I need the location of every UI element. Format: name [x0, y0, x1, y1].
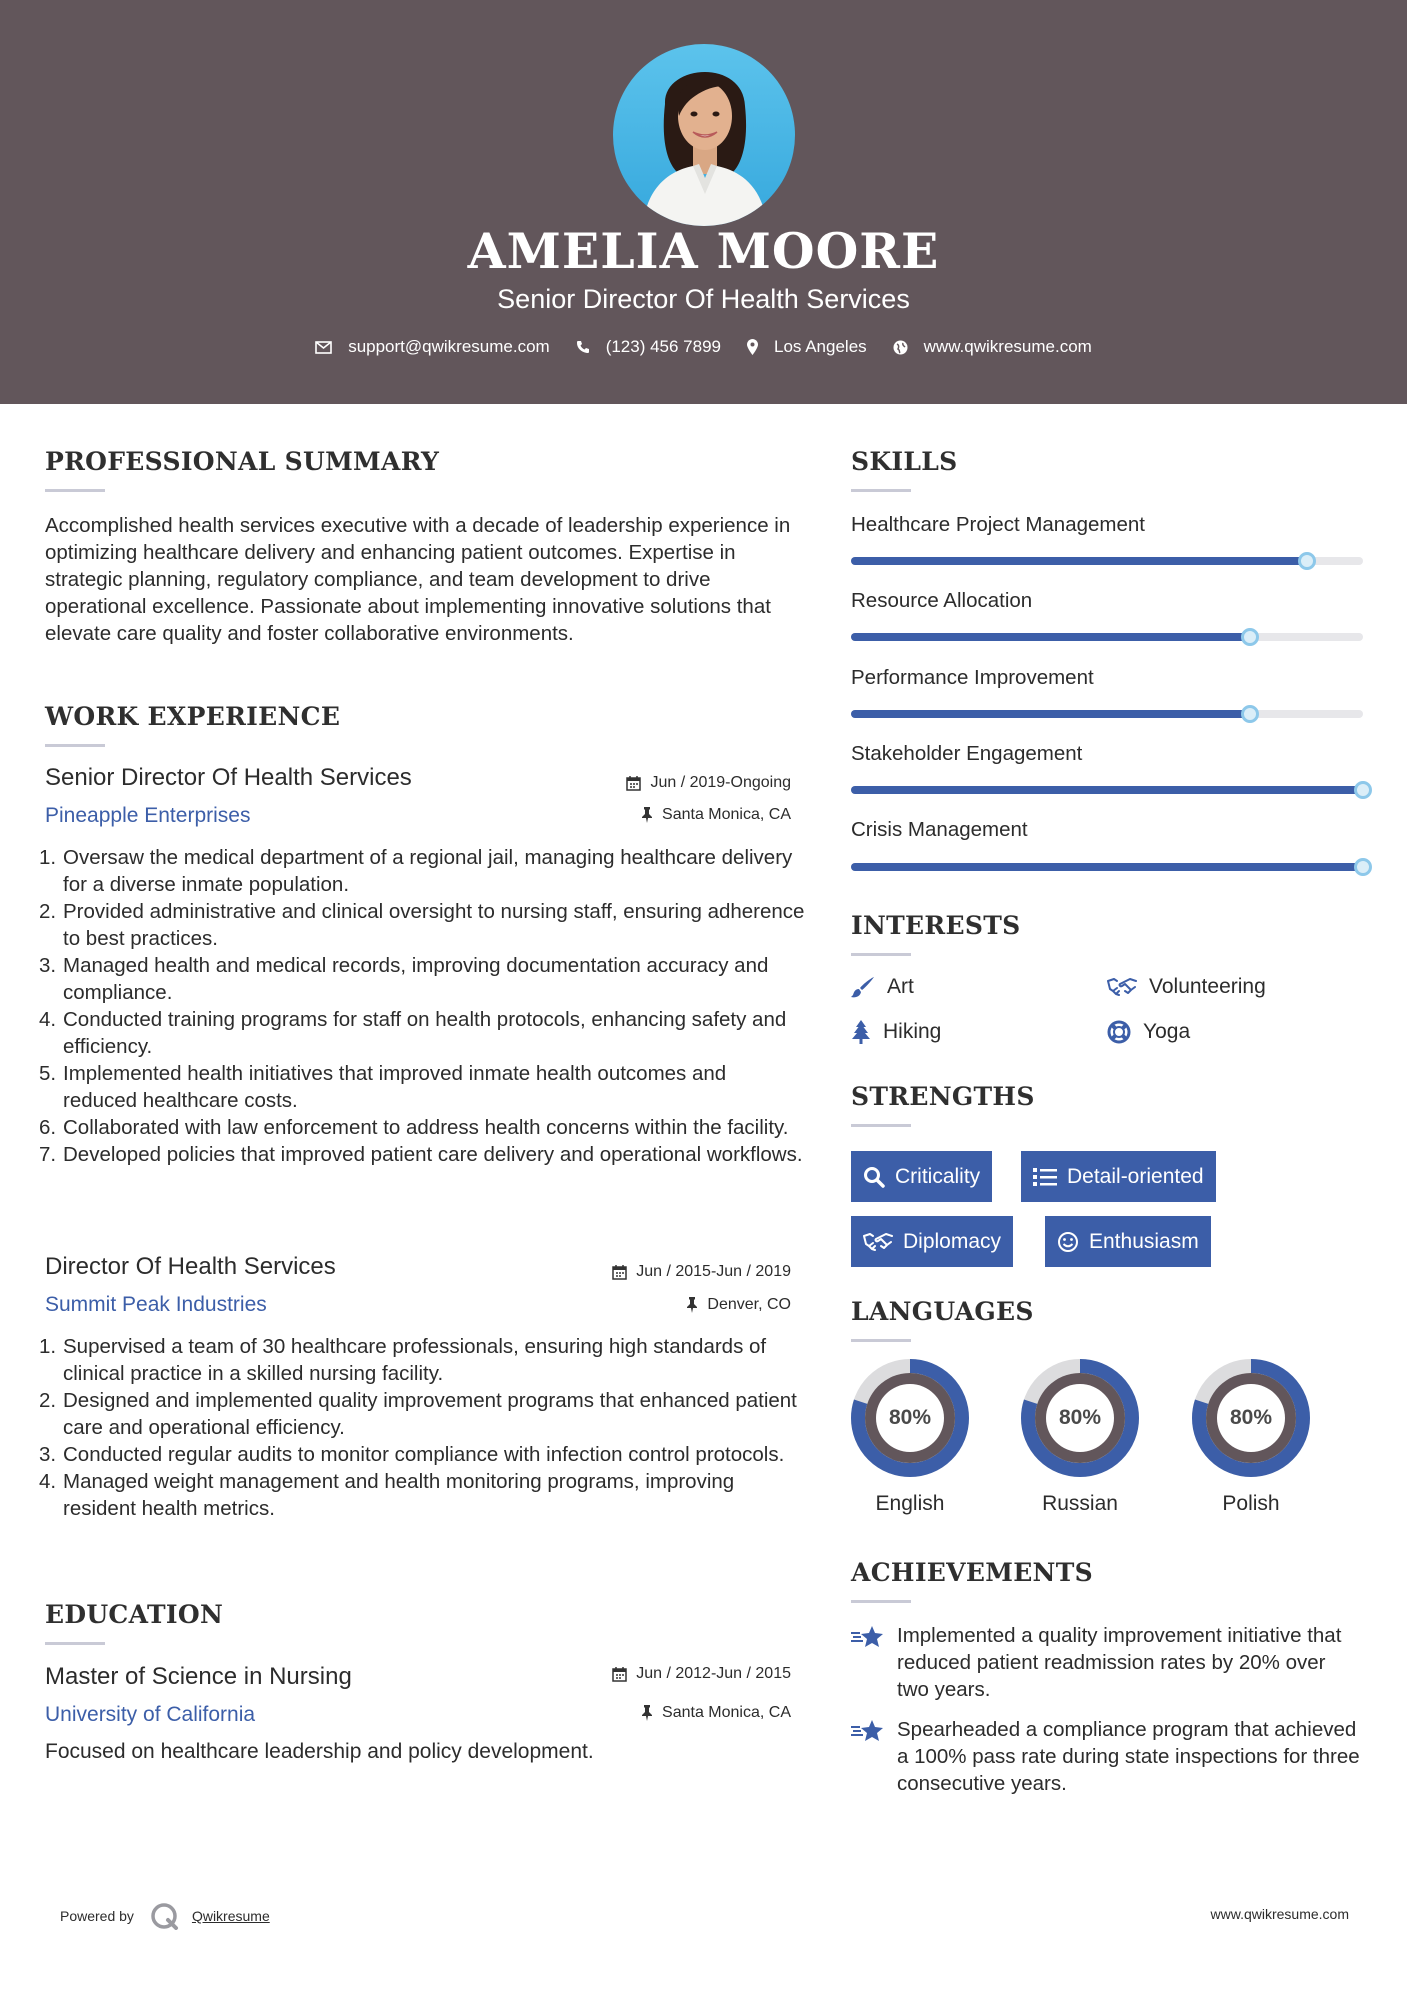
powered-by-label: Powered by [60, 1908, 134, 1924]
interest-label: Volunteering [1149, 975, 1266, 998]
list-item-number: 2. [39, 1389, 57, 1412]
interest-item [851, 1020, 941, 1044]
strength-tag [1021, 1151, 1216, 1202]
interest-item [1107, 975, 1266, 999]
strengths-heading: STRENGTHS [851, 1082, 1035, 1111]
pushpin-icon [641, 1705, 653, 1721]
job-title: Senior Director Of Health Services [45, 764, 412, 791]
skill-name: Crisis Management [851, 818, 1028, 841]
list-item-number: 2. [39, 900, 57, 923]
handshake-icon [863, 1232, 893, 1252]
contact-location-text: Los Angeles [774, 337, 867, 356]
job-company: Pineapple Enterprises [45, 804, 251, 827]
strength-label: Criticality [895, 1164, 981, 1188]
job-responsibilities [39, 1333, 805, 1522]
contact-phone[interactable] [576, 337, 721, 357]
list-item [39, 844, 805, 898]
list-item [39, 1141, 805, 1168]
education-heading: EDUCATION [45, 1600, 224, 1629]
strength-label: Diplomacy [903, 1229, 1002, 1253]
language-name: English [875, 1492, 945, 1515]
list-item [39, 1006, 805, 1060]
achievement-text: Spearheaded a compliance program that achieved a 100% pass rate during state inspections for three consecutive years. [897, 1718, 1360, 1795]
skill-bar-knob [1298, 552, 1316, 570]
list-item-number: 4. [39, 1008, 57, 1031]
education-location-text: Santa Monica, CA [662, 1704, 791, 1721]
candidate-title: Senior Director Of Health Services [497, 284, 910, 314]
list-item-text: Conducted regular audits to monitor compliance with infection control protocols. [63, 1443, 785, 1466]
interest-label: Hiking [883, 1020, 942, 1043]
strength-label: Enthusiasm [1089, 1229, 1199, 1253]
skill-name: Performance Improvement [851, 666, 1094, 689]
languages-heading-rule [851, 1339, 911, 1342]
list-item-text: Managed health and medical records, improving documentation accuracy and compliance. [63, 954, 769, 1004]
list-item-text: Designed and implemented quality improvement programs that enhanced patient care and operational efficiency. [63, 1389, 797, 1439]
list-item [39, 1114, 805, 1141]
pushpin-icon [686, 1297, 698, 1313]
list-item-number: 4. [39, 1470, 57, 1493]
job-dates [612, 1263, 791, 1281]
education-heading-rule [45, 1642, 105, 1645]
education-dates [612, 1665, 791, 1683]
skills-heading-rule [851, 489, 911, 492]
skill-bar [851, 633, 1363, 641]
language-name: Polish [1222, 1492, 1280, 1515]
list-icon [1033, 1167, 1057, 1187]
calendar-icon [612, 1265, 627, 1280]
list-item-number: 3. [39, 1443, 57, 1466]
job-dates-text: Jun / 2019-Ongoing [650, 774, 791, 791]
list-item [39, 1333, 805, 1387]
contact-email[interactable] [315, 337, 550, 357]
list-item-number: 5. [39, 1062, 57, 1085]
summary-heading: PROFESSIONAL SUMMARY [45, 447, 440, 476]
footer-branding [60, 1902, 270, 1930]
search-icon [863, 1166, 885, 1188]
job-company: Summit Peak Industries [45, 1293, 267, 1316]
skill-name: Stakeholder Engagement [851, 742, 1083, 765]
list-item [39, 1441, 805, 1468]
education-description: Focused on healthcare leadership and policy development. [45, 1740, 594, 1763]
interest-item [851, 975, 914, 999]
achievement-text: Implemented a quality improvement initiative that reduced patient readmission rates by 20% over two years. [897, 1624, 1342, 1701]
list-item-text: Conducted training programs for staff on health protocols, enhancing safety and efficiency. [63, 1008, 787, 1058]
paintbrush-icon [851, 976, 875, 998]
language-item [850, 1358, 970, 1515]
list-item-text: Developed policies that improved patient care delivery and operational workflows. [63, 1143, 803, 1166]
language-item [1020, 1358, 1140, 1515]
calendar-icon [626, 776, 641, 791]
summary-heading-rule [45, 489, 105, 492]
school-name: University of California [45, 1703, 256, 1726]
job-dates-text: Jun / 2015-Jun / 2019 [636, 1263, 791, 1280]
list-item-text: Supervised a team of 30 healthcare professionals, ensuring high standards of clinical practice in a skilled nursing facility. [63, 1335, 767, 1385]
list-item [39, 1060, 805, 1114]
job-location-text: Santa Monica, CA [662, 806, 791, 823]
list-item-number: 1. [39, 846, 57, 869]
list-item-text: Implemented health initiatives that improved inmate health outcomes and reduced healthcare costs. [63, 1062, 727, 1112]
globe-icon [893, 340, 908, 355]
qwikresume-logo-icon [150, 1902, 180, 1930]
skill-bar-fill [851, 633, 1250, 641]
list-item-number: 6. [39, 1116, 57, 1139]
achievements-heading: ACHIEVEMENTS [851, 1558, 1093, 1587]
calendar-icon [612, 1667, 627, 1682]
list-item-number: 3. [39, 954, 57, 977]
summary-text: Accomplished health services executive with a decade of leadership experience in optimizing healthcare delivery and enhancing patient outcomes. Expertise in strategic planning, regulatory compliance, and team development to drive operational excellence. Passionate about implementing innovative solutions that elevate care quality and foster collaborative environments. [45, 514, 791, 645]
education-location [641, 1704, 791, 1722]
achievements-heading-rule [851, 1600, 911, 1603]
list-item [39, 1387, 805, 1441]
shooting-star-icon [851, 1718, 885, 1744]
map-pin-icon [747, 339, 758, 355]
life-ring-icon [1107, 1020, 1131, 1044]
list-item [39, 952, 805, 1006]
language-percent: 80% [888, 1406, 932, 1429]
skill-bar [851, 710, 1363, 718]
list-item [39, 898, 805, 952]
smile-icon [1057, 1231, 1079, 1253]
degree-title: Master of Science in Nursing [45, 1663, 352, 1690]
interest-label: Art [887, 975, 914, 998]
qwikresume-link[interactable]: Qwikresume [191, 1908, 270, 1924]
contact-location [747, 337, 867, 357]
skill-bar [851, 557, 1363, 565]
interest-label: Yoga [1143, 1020, 1191, 1043]
envelope-icon [315, 341, 332, 354]
contact-website[interactable] [893, 337, 1092, 357]
skill-bar [851, 786, 1363, 794]
phone-icon [576, 340, 590, 354]
candidate-name: AMELIA MOORE [467, 222, 940, 280]
contact-bar [0, 337, 1407, 357]
language-name: Russian [1042, 1492, 1118, 1515]
language-percent: 80% [1058, 1406, 1102, 1429]
job-location-text: Denver, CO [707, 1296, 791, 1313]
language-percent: 80% [1229, 1406, 1273, 1429]
list-item [39, 1468, 805, 1522]
job-title: Director Of Health Services [45, 1253, 336, 1280]
job-location [641, 806, 791, 824]
job-location [686, 1296, 791, 1314]
list-item-text: Provided administrative and clinical oversight to nursing staff, ensuring adherence to best practices. [63, 900, 805, 950]
contact-website-text: www.qwikresume.com [923, 337, 1092, 356]
skill-bar-knob [1241, 705, 1259, 723]
skill-bar-knob [1354, 781, 1372, 799]
experience-heading: WORK EXPERIENCE [45, 702, 341, 731]
resume-header [0, 0, 1407, 404]
experience-heading-rule [45, 744, 105, 747]
list-item-text: Collaborated with law enforcement to address health concerns within the facility. [63, 1116, 789, 1139]
interest-item [1107, 1020, 1190, 1044]
list-item-number: 7. [39, 1143, 57, 1166]
strength-label: Detail-oriented [1067, 1164, 1204, 1188]
achievement-item [851, 1716, 1361, 1797]
interests-heading-rule [851, 953, 911, 956]
tree-icon [851, 1020, 871, 1044]
skill-bar-fill [851, 863, 1363, 871]
skill-bar-knob [1241, 628, 1259, 646]
language-item [1191, 1358, 1311, 1515]
strength-tag [851, 1216, 1013, 1267]
list-item-number: 1. [39, 1335, 57, 1358]
education-dates-text: Jun / 2012-Jun / 2015 [636, 1665, 791, 1682]
list-item-text: Oversaw the medical department of a regional jail, managing healthcare delivery for a diverse inmate population. [63, 846, 793, 896]
profile-photo [613, 44, 795, 226]
job-dates [626, 774, 791, 792]
skill-name: Healthcare Project Management [851, 513, 1145, 536]
contact-phone-text: (123) 456 7899 [605, 337, 722, 356]
shooting-star-icon [851, 1624, 885, 1650]
strength-tag [851, 1151, 992, 1202]
skill-name: Resource Allocation [851, 589, 1033, 612]
skills-heading: SKILLS [851, 447, 958, 476]
skill-bar [851, 863, 1363, 871]
pushpin-icon [641, 807, 653, 823]
list-item-text: Managed weight management and health monitoring programs, improving resident health metrics. [63, 1470, 735, 1520]
achievement-item [851, 1622, 1361, 1703]
skill-bar-fill [851, 786, 1363, 794]
contact-email-text: support@qwikresume.com [348, 337, 550, 356]
handshake-icon [1107, 977, 1137, 997]
job-responsibilities [39, 844, 805, 1168]
skill-bar-fill [851, 557, 1307, 565]
interests-heading: INTERESTS [851, 911, 1021, 940]
strengths-heading-rule [851, 1124, 911, 1127]
footer-website[interactable]: www.qwikresume.com [1210, 1906, 1349, 1922]
skill-bar-knob [1354, 858, 1372, 876]
strength-tag [1045, 1216, 1211, 1267]
languages-heading: LANGUAGES [851, 1297, 1034, 1326]
skill-bar-fill [851, 710, 1250, 718]
